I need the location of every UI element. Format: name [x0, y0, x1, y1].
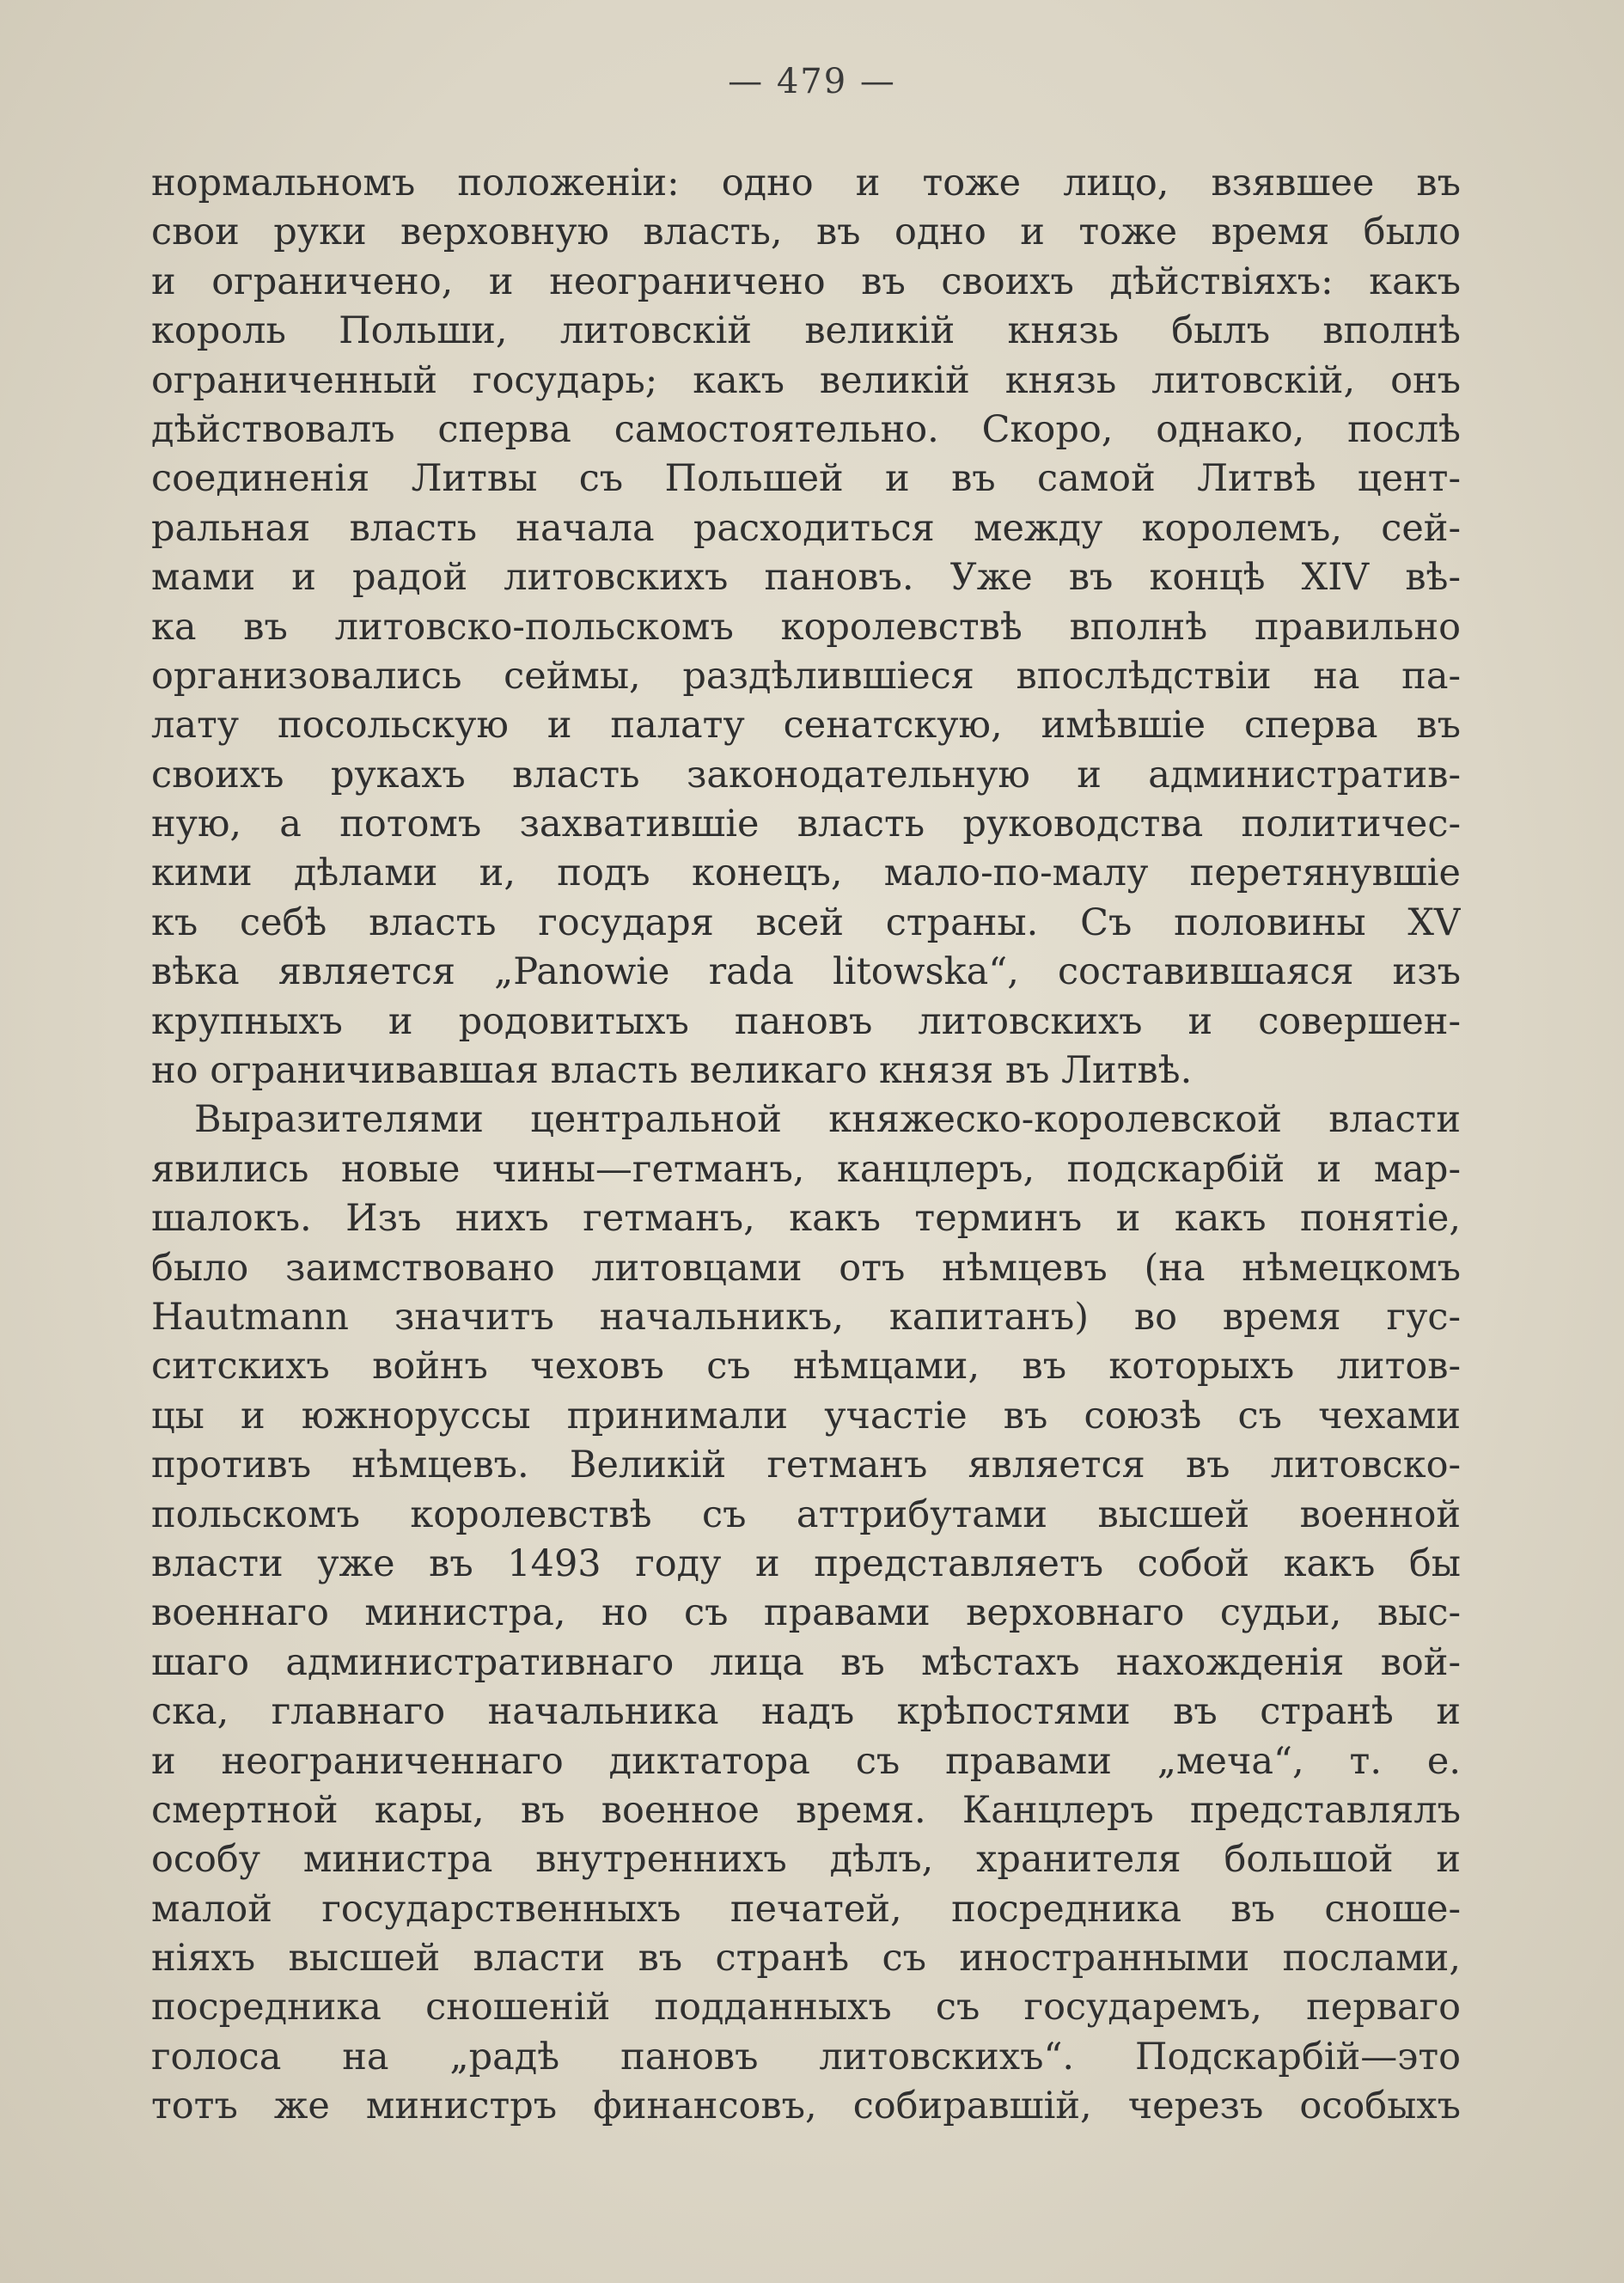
text-line: смертной кары, въ военное время. Канцлеръ представлялъ: [151, 1788, 1461, 1832]
text-line: военнаго министра, но съ правами верховнаго судьи, выс-: [151, 1591, 1461, 1635]
text-line: малой государственныхъ печатей, посредника въ сноше-: [151, 1887, 1461, 1931]
text-line: ральная власть начала расходиться между королемъ, сей-: [151, 506, 1461, 550]
text-line: цы и южноруссы принимали участіе въ союзѣ съ чехами: [151, 1394, 1461, 1438]
text-line: своихъ рукахъ власть законодательную и административ-: [151, 753, 1461, 797]
text-line: шаго административнаго лица въ мѣстахъ нахожденія вой-: [151, 1640, 1461, 1684]
text-line: соединенія Литвы съ Польшей и въ самой Литвѣ цент-: [151, 457, 1461, 501]
text-line: кими дѣлами и, подъ конецъ, мало-по-малу перетянувшіе: [151, 852, 1461, 895]
text-line: посредника сношеній подданныхъ съ государемъ, перваго: [151, 1986, 1461, 2030]
text-line: лату посольскую и палату сенатскую, имѣвшіе сперва въ: [151, 704, 1461, 748]
text-line: ситскихъ войнъ чеховъ съ нѣмцами, въ которыхъ литов-: [151, 1345, 1461, 1389]
text-line: власти уже въ 1493 году и представляетъ собой какъ бы: [151, 1541, 1461, 1585]
text-line: польскомъ королевствѣ съ аттрибутами высшей военной: [151, 1492, 1461, 1536]
body-text: [151, 159, 1461, 2132]
text-line: крупныхъ и родовитыхъ пановъ литовскихъ и совершен-: [151, 999, 1461, 1043]
text-line: но ограничивавшая власть великаго князя въ Литвѣ.: [151, 1049, 1193, 1093]
text-line: мами и радой литовскихъ пановъ. Уже въ концѣ XIV вѣ-: [151, 556, 1461, 600]
text-line: шалокъ. Изъ нихъ гетманъ, какъ терминъ и какъ понятіе,: [151, 1197, 1461, 1241]
text-line: явились новые чины—гетманъ, канцлеръ, подскарбій и мар-: [151, 1147, 1461, 1191]
text-line: ска, главнаго начальника надъ крѣпостями въ странѣ и: [151, 1690, 1461, 1734]
text-line: Выразителями центральной княжеско-королевской власти: [194, 1098, 1461, 1142]
text-line: ную, а потомъ захватившіе власть руководства политичес-: [151, 803, 1461, 846]
text-line: нормальномъ положеніи: одно и тоже лицо, взявшее въ: [151, 162, 1461, 204]
text-line: и неограниченнаго диктатора съ правами „меча“, т. е.: [151, 1739, 1461, 1783]
text-line: и ограничено, и неограничено въ своихъ дѣйствіяхъ: какъ: [151, 259, 1461, 303]
text-line: Hautmann значитъ начальникъ, капитанъ) во время гус-: [151, 1295, 1461, 1339]
text-line: король Польши, литовскій великій князь былъ вполнѣ: [151, 309, 1461, 353]
text-line: дѣйствовалъ сперва самостоятельно. Скоро, однако, послѣ: [151, 407, 1461, 451]
text-line: ка въ литовско-польскомъ королевствѣ вполнѣ правильно: [151, 605, 1461, 649]
text-line: свои руки верховную власть, въ одно и тоже время было: [151, 211, 1461, 254]
text-line: къ себѣ власть государя всей страны. Съ половины XV: [151, 900, 1461, 944]
text-line: противъ нѣмцевъ. Великій гетманъ является въ литовско-: [151, 1444, 1461, 1487]
page-number: — 479 —: [728, 62, 896, 101]
text-line: особу министра внутреннихъ дѣлъ, хранителя большой и: [151, 1838, 1461, 1882]
text-line: было заимствовано литовцами отъ нѣмцевъ (на нѣмецкомъ: [151, 1246, 1461, 1290]
text-line: ніяхъ высшей власти въ странѣ съ иностранными послами,: [151, 1937, 1461, 1981]
text-line: организовались сеймы, раздѣлившіеся впослѣдствіи на па-: [151, 654, 1461, 698]
text-line: ограниченный государь; какъ великій князь литовскій, онъ: [151, 358, 1461, 402]
text-line: вѣка является „Panowie rada litowska“, составившаяся изъ: [151, 950, 1461, 994]
text-line: тотъ же министръ финансовъ, собиравшій, черезъ особыхъ: [151, 2085, 1461, 2128]
text-line: голоса на „радѣ пановъ литовскихъ“. Подскарбій—это: [151, 2035, 1461, 2079]
